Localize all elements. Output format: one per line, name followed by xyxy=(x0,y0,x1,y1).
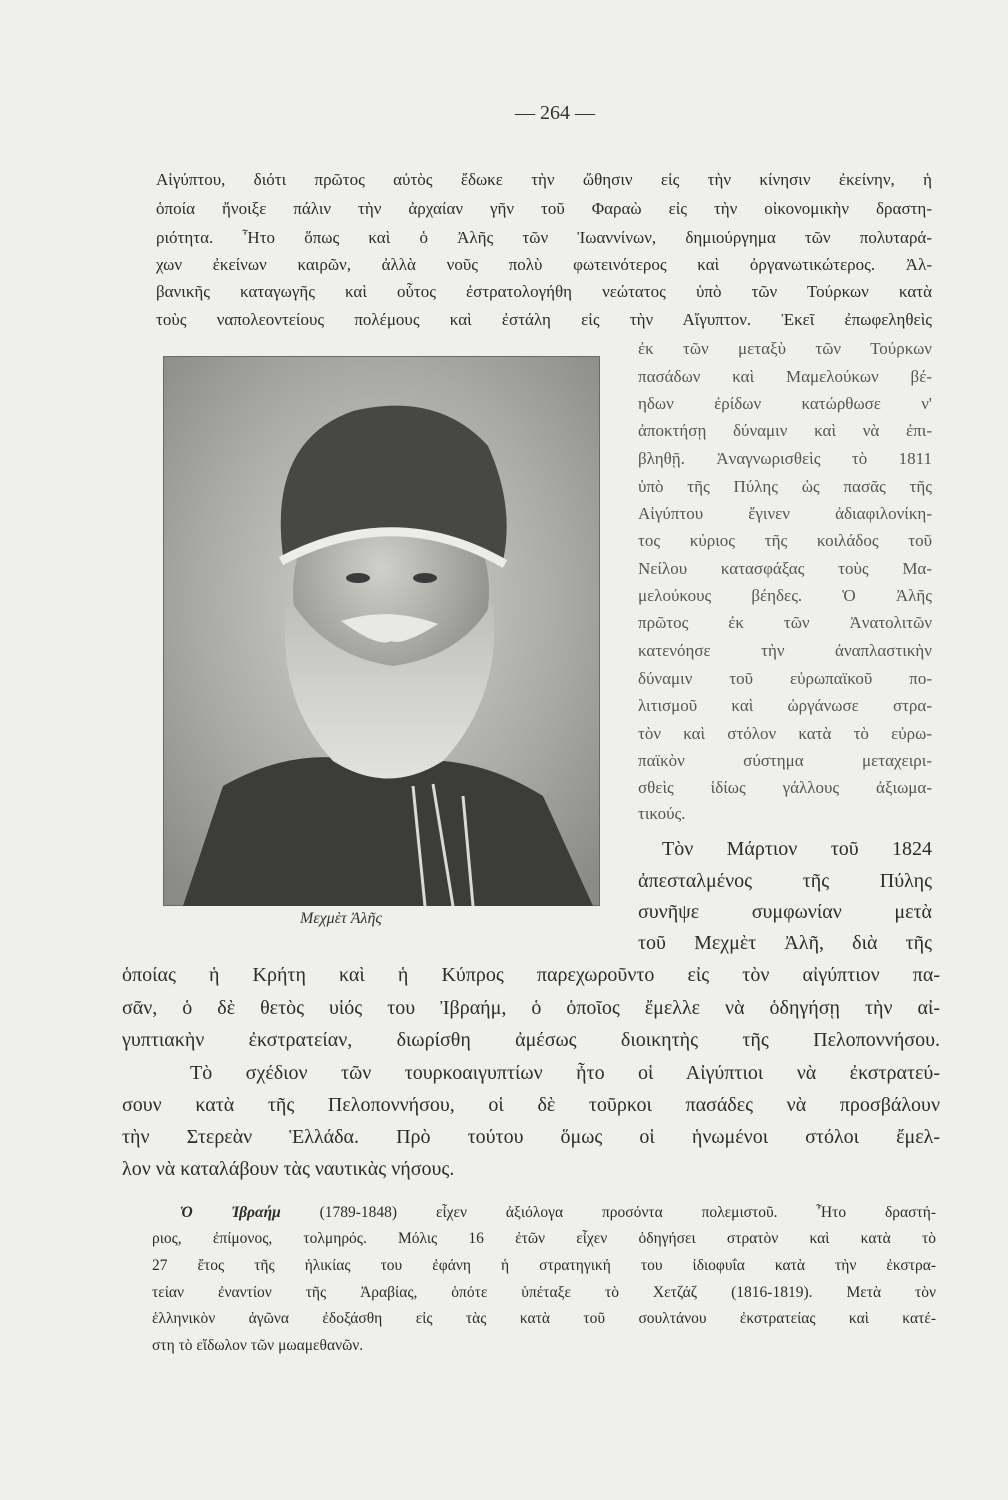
text-line: ηδων ἐρίδων κατώρθωσε ν' xyxy=(638,394,932,413)
footnote-line: ριος, ἐπίμονος, τολμηρός. Μόλις 16 ἐτῶν εἶχεν ὁδηγήσει στρατὸν καὶ κατὰ τὸ xyxy=(152,1230,936,1247)
footnote-line xyxy=(180,1200,936,1225)
text-line: ὑπὸ τῆς Πύλης ὡς πασᾶς τῆς xyxy=(638,477,932,496)
portrait-engraving xyxy=(163,356,600,906)
text-line: τοῦ Μεχμὲτ Ἀλῆ, διὰ τῆς xyxy=(638,932,932,954)
portrait-caption: Μεχμὲτ Ἀλῆς xyxy=(300,910,382,927)
footnote-line: στη τὸ εἴδωλον τῶν μωαμεθανῶν. xyxy=(152,1337,364,1354)
text-line: τὴν Στερεὰν Ἑλλάδα. Πρὸ τούτου ὅμως οἱ ἡνωμένοι στόλοι ἔμελ- xyxy=(122,1126,940,1148)
text-line: ριότητα. Ἦτο ὅπως καὶ ὁ Ἀλῆς τῶν Ἰωαννίνων, δημιούργημα τῶν πολυταρά- xyxy=(156,228,932,247)
text-line: τικούς. xyxy=(638,804,686,823)
text-line: Τὸ σχέδιον τῶν τουρκοαιγυπτίων ἦτο οἱ Αἰγύπτιοι νὰ ἐκστρατεύ- xyxy=(190,1062,940,1084)
left-eye xyxy=(346,573,370,583)
footnote-line: 27 ἔτος τῆς ἡλικίας του ἐφάνη ἡ στρατηγική του ἰδιοφυΐα κατὰ τὴν ἐκστρα- xyxy=(152,1257,936,1274)
text-line: ὁποίας ἡ Κρήτη καὶ ἡ Κύπρος παρεχωροῦντο εἰς τὸν αἰγύπτιον πα- xyxy=(122,964,940,986)
text-line: ἀπεσταλμένος τῆς Πύλης xyxy=(638,870,932,892)
text-line: Νείλου κατασφάξας τοὺς Μα- xyxy=(638,559,932,578)
footnote-lead: Ὁ Ἰβραήμ xyxy=(180,1204,281,1221)
text-line: βληθῇ. Ἀναγνωρισθεὶς τὸ 1811 xyxy=(638,449,932,468)
text-line: μελούκους βέηδες. Ὁ Ἀλῆς xyxy=(638,586,932,605)
footnote-line: τείαν ἐναντίον τῆς Ἀραβίας, ὁπότε ὑπέταξε τὸ Χετζάζ (1816-1819). Μετὰ τὸν xyxy=(152,1284,936,1301)
right-eye xyxy=(413,573,437,583)
footnote-line: ἑλληνικὸν ἀγῶνα ἐδοξάσθη εἰς τὰς κατὰ τοῦ σουλτάνου ἐκστρατείας καὶ κατέ- xyxy=(152,1310,936,1327)
page-number: — 264 — xyxy=(515,102,595,124)
text-line: λον νὰ καταλάβουν τὰς ναυτικὰς νήσους. xyxy=(122,1158,455,1180)
text-line: τος κύριος τῆς κοιλάδος τοῦ xyxy=(638,531,932,550)
text-line: ἐκ τῶν μεταξὺ τῶν Τούρκων xyxy=(638,339,932,358)
text-line: ἀποκτήσῃ δύναμιν καὶ νὰ ἐπι- xyxy=(638,421,932,440)
text-line: τὸν καὶ στόλον κατὰ τὸ εὐρω- xyxy=(638,724,932,743)
text-line: σουν κατὰ τῆς Πελοποννήσου, οἱ δὲ τοῦρκοι πασάδες νὰ προσβάλουν xyxy=(122,1094,940,1116)
text-line: συνῆψε συμφωνίαν μετὰ xyxy=(638,901,932,923)
text-line: δύναμιν τοῦ εὐρωπαϊκοῦ πο- xyxy=(638,669,932,688)
text-line: σθεὶς ἰδίως γάλλους ἀξιωμα- xyxy=(638,778,932,797)
text-line: παϊκὸν σύστημα μεταχειρι- xyxy=(638,751,932,770)
footnote-first-text: (1789-1848) εἶχεν ἀξιόλογα προσόντα πολεμιστοῦ. Ἦτο δραστή- xyxy=(280,1204,936,1221)
text-line: τοὺς ναπολεοντείους πολέμους καὶ ἐστάλη εἰς τὴν Αἴγυπτον. Ἐκεῖ ἐπωφεληθεὶς xyxy=(156,310,932,329)
text-line: κατενόησε τὴν ἀναπλαστικὴν xyxy=(638,641,932,660)
text-line: Αἰγύπτου, διότι πρῶτος αὐτὸς ἔδωκε τὴν ὤθησιν εἰς τὴν κίνησιν ἐκείνην, ἡ xyxy=(156,170,932,189)
text-line: ὁποία ἤνοιξε πάλιν τὴν ἀρχαίαν γῆν τοῦ Φαραὼ εἰς τὴν οἰκονομικὴν δραστη- xyxy=(156,199,932,218)
text-line: βανικῆς καταγωγῆς καὶ οὗτος ἐστρατολογήθη νεώτατος ὑπὸ τῶν Τούρκων κατὰ xyxy=(156,282,932,301)
text-line: γυπτιακὴν ἐκστρατείαν, διωρίσθη ἀμέσως διοικητὴς τῆς Πελοποννήσου. xyxy=(122,1029,940,1051)
text-line: πασάδων καὶ Μαμελούκων βέ- xyxy=(638,367,932,386)
text-line: Τὸν Μάρτιον τοῦ 1824 xyxy=(662,838,932,860)
text-line: χων ἐκείνων καιρῶν, ἀλλὰ νοῦς πολὺ φωτεινότερος καὶ ὀργανωτικώτερος. Ἀλ- xyxy=(156,255,932,274)
text-line: Αἰγύπτου ἔγινεν ἀδιαφιλονίκη- xyxy=(638,504,932,523)
text-line: σᾶν, ὁ δὲ θετὸς υἱός του Ἰβραήμ, ὁ ὁποῖος ἔμελλε νὰ ὁδηγήσῃ τὴν αἰ- xyxy=(122,997,940,1019)
text-line: λιτισμοῦ καὶ ὠργάνωσε στρα- xyxy=(638,696,932,715)
text-line: πρῶτος ἐκ τῶν Ἀνατολιτῶν xyxy=(638,613,932,632)
